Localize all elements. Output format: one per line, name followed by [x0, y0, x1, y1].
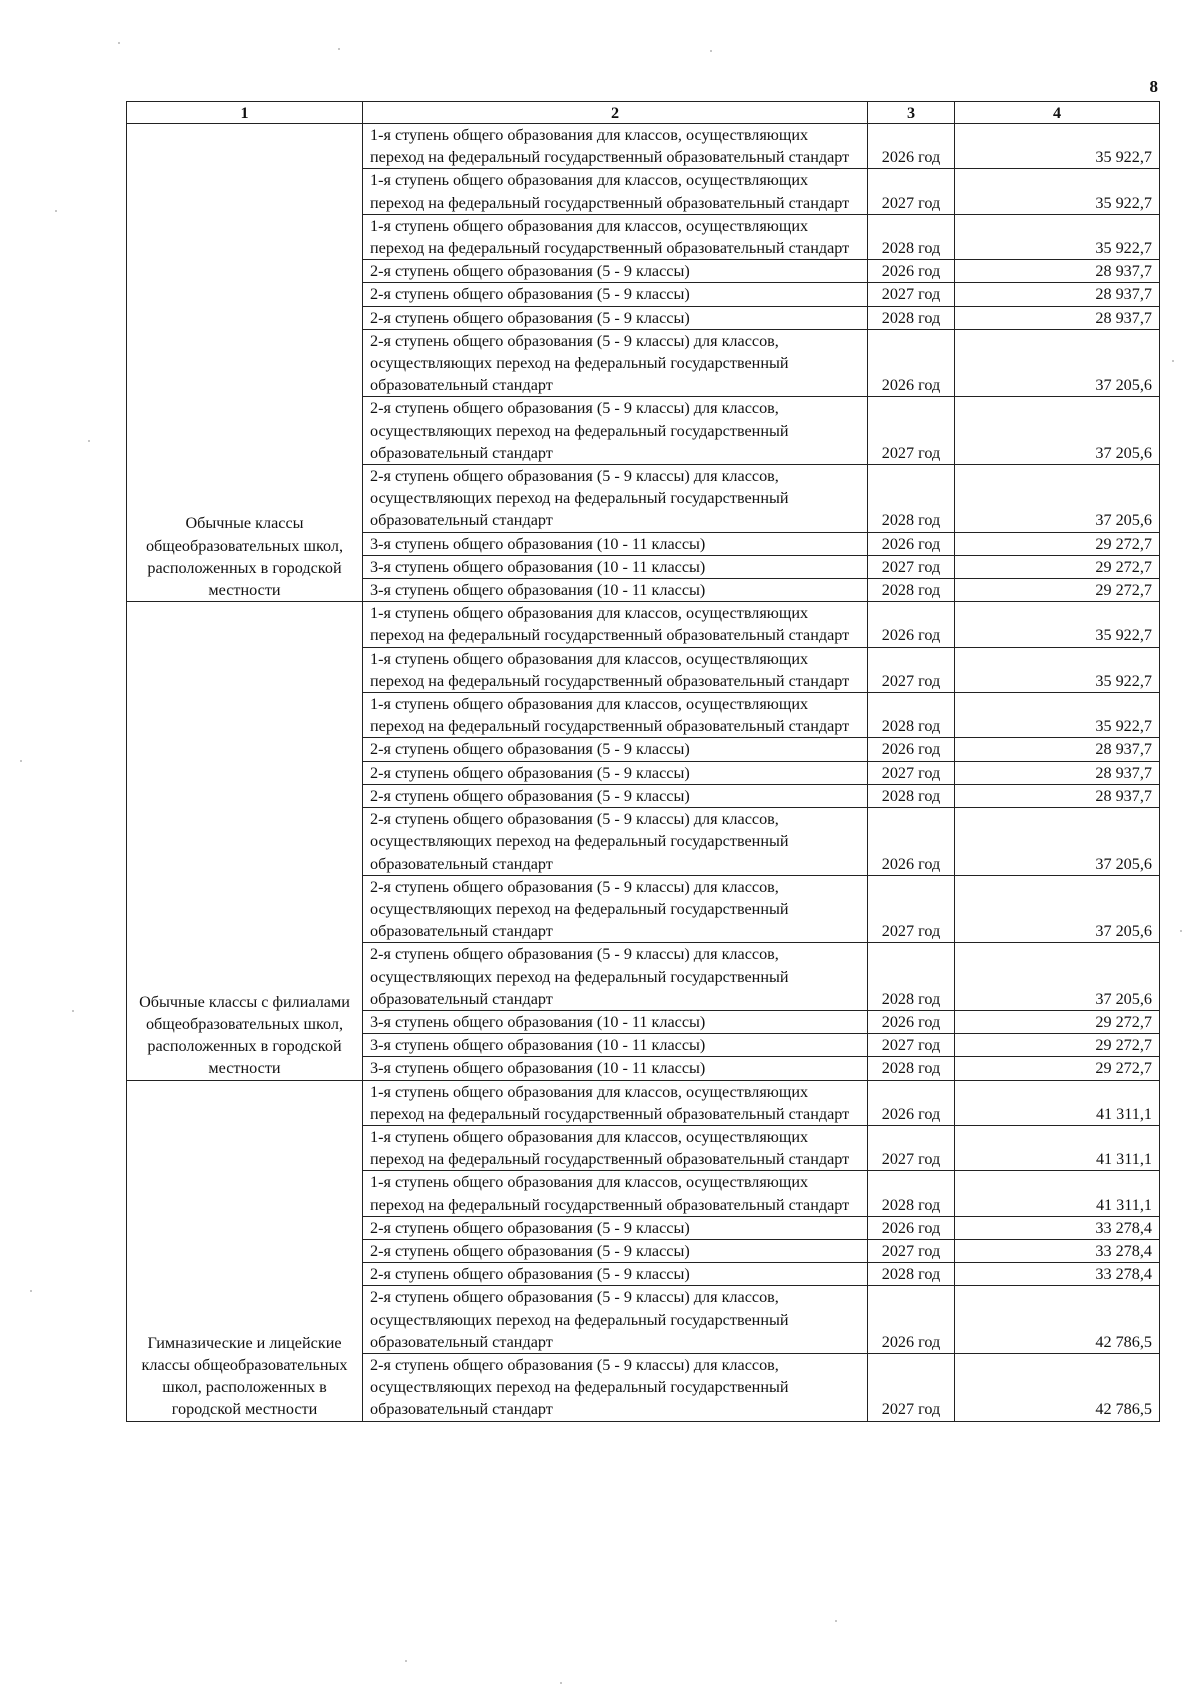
education-level-cell: 1-я ступень общего образования для классов, осуществляющих переход на федеральный государственный образовательный стандарт [363, 124, 868, 169]
education-level-cell: 2-я ступень общего образования (5 - 9 классы) [363, 1216, 868, 1239]
education-level-cell: 3-я ступень общего образования (10 - 11 классы) [363, 1034, 868, 1057]
year-cell: 2028 год [868, 943, 955, 1011]
education-level-cell: 2-я ступень общего образования (5 - 9 классы) [363, 306, 868, 329]
amount-cell: 42 786,5 [955, 1286, 1160, 1354]
scan-speck [710, 50, 712, 52]
year-cell: 2027 год [868, 555, 955, 578]
education-level-cell: 1-я ступень общего образования для классов, осуществляющих переход на федеральный государственный образовательный стандарт [363, 602, 868, 647]
year-cell: 2028 год [868, 214, 955, 259]
education-level-cell: 1-я ступень общего образования для классов, осуществляющих переход на федеральный государственный образовательный стандарт [363, 693, 868, 738]
education-level-cell: 1-я ступень общего образования для классов, осуществляющих переход на федеральный государственный образовательный стандарт [363, 1080, 868, 1125]
education-level-cell: 2-я ступень общего образования (5 - 9 классы) для классов, осуществляющих переход на федеральный государственный образовательный стандарт [363, 1353, 868, 1421]
education-level-cell: 2-я ступень общего образования (5 - 9 классы) для классов, осуществляющих переход на федеральный государственный образовательный стандарт [363, 1286, 868, 1354]
amount-cell: 41 311,1 [955, 1171, 1160, 1216]
education-level-cell: 1-я ступень общего образования для классов, осуществляющих переход на федеральный государственный образовательный стандарт [363, 1171, 868, 1216]
education-level-cell: 2-я ступень общего образования (5 - 9 классы) для классов, осуществляющих переход на федеральный государственный образовательный стандарт [363, 943, 868, 1011]
scan-speck [72, 1010, 74, 1012]
amount-cell: 41 311,1 [955, 1080, 1160, 1125]
education-level-cell: 2-я ступень общего образования (5 - 9 классы) [363, 1263, 868, 1286]
education-level-cell: 3-я ступень общего образования (10 - 11 классы) [363, 1010, 868, 1033]
education-level-cell: 2-я ступень общего образования (5 - 9 классы) для классов, осуществляющих переход на федеральный государственный образовательный стандарт [363, 329, 868, 397]
scan-speck [118, 42, 120, 44]
amount-cell: 35 922,7 [955, 124, 1160, 169]
table-row [127, 124, 1160, 169]
year-cell: 2027 год [868, 647, 955, 692]
year-cell: 2028 год [868, 784, 955, 807]
amount-cell: 33 278,4 [955, 1263, 1160, 1286]
year-cell: 2026 год [868, 738, 955, 761]
year-cell: 2027 год [868, 1034, 955, 1057]
year-cell: 2028 год [868, 465, 955, 533]
education-level-cell: 1-я ступень общего образования для классов, осуществляющих переход на федеральный государственный образовательный стандарт [363, 1125, 868, 1170]
year-cell: 2027 год [868, 283, 955, 306]
header-col-3: 3 [868, 102, 955, 124]
scan-speck [88, 440, 90, 442]
year-cell: 2026 год [868, 329, 955, 397]
amount-cell: 37 205,6 [955, 397, 1160, 465]
year-cell: 2028 год [868, 693, 955, 738]
year-cell: 2026 год [868, 808, 955, 876]
amount-cell: 35 922,7 [955, 693, 1160, 738]
amount-cell: 35 922,7 [955, 647, 1160, 692]
group-label: Обычные классы общеобразовательных школ, расположенных в городской местности [127, 124, 363, 602]
amount-cell: 28 937,7 [955, 761, 1160, 784]
education-level-cell: 3-я ступень общего образования (10 - 11 классы) [363, 579, 868, 602]
scan-speck [835, 1620, 837, 1622]
year-cell: 2026 год [868, 1010, 955, 1033]
header-col-1: 1 [127, 102, 363, 124]
year-cell: 2027 год [868, 1125, 955, 1170]
header-row [127, 102, 1160, 124]
education-level-cell: 3-я ступень общего образования (10 - 11 классы) [363, 532, 868, 555]
education-level-cell: 1-я ступень общего образования для классов, осуществляющих переход на федеральный государственный образовательный стандарт [363, 214, 868, 259]
education-level-cell: 1-я ступень общего образования для классов, осуществляющих переход на федеральный государственный образовательный стандарт [363, 169, 868, 214]
year-cell: 2026 год [868, 124, 955, 169]
table-row [127, 1080, 1160, 1125]
amount-cell: 28 937,7 [955, 306, 1160, 329]
amount-cell: 29 272,7 [955, 1034, 1160, 1057]
table-header [127, 102, 1160, 124]
norms-table [126, 101, 1160, 1422]
amount-cell: 42 786,5 [955, 1353, 1160, 1421]
amount-cell: 29 272,7 [955, 555, 1160, 578]
scan-speck [55, 210, 57, 212]
education-level-cell: 2-я ступень общего образования (5 - 9 классы) [363, 784, 868, 807]
education-level-cell: 2-я ступень общего образования (5 - 9 классы) для классов, осуществляющих переход на федеральный государственный образовательный стандарт [363, 397, 868, 465]
education-level-cell: 2-я ступень общего образования (5 - 9 классы) [363, 260, 868, 283]
amount-cell: 29 272,7 [955, 1057, 1160, 1080]
education-level-cell: 2-я ступень общего образования (5 - 9 классы) для классов, осуществляющих переход на федеральный государственный образовательный стандарт [363, 875, 868, 943]
amount-cell: 28 937,7 [955, 283, 1160, 306]
year-cell: 2026 год [868, 1216, 955, 1239]
header-col-2: 2 [363, 102, 868, 124]
amount-cell: 37 205,6 [955, 875, 1160, 943]
scan-speck [30, 1290, 32, 1292]
amount-cell: 35 922,7 [955, 169, 1160, 214]
year-cell: 2028 год [868, 1171, 955, 1216]
year-cell: 2026 год [868, 1080, 955, 1125]
scan-speck [405, 1660, 407, 1662]
amount-cell: 29 272,7 [955, 532, 1160, 555]
year-cell: 2027 год [868, 1353, 955, 1421]
page-number: 8 [1149, 77, 1158, 96]
amount-cell: 37 205,6 [955, 329, 1160, 397]
scan-speck [1172, 360, 1174, 362]
year-cell: 2028 год [868, 1263, 955, 1286]
education-level-cell: 2-я ступень общего образования (5 - 9 классы) [363, 738, 868, 761]
amount-cell: 28 937,7 [955, 738, 1160, 761]
group-label: Обычные классы с филиалами общеобразовательных школ, расположенных в городской местности [127, 602, 363, 1080]
education-level-cell: 2-я ступень общего образования (5 - 9 классы) [363, 283, 868, 306]
year-cell: 2027 год [868, 1239, 955, 1262]
amount-cell: 41 311,1 [955, 1125, 1160, 1170]
amount-cell: 33 278,4 [955, 1216, 1160, 1239]
year-cell: 2027 год [868, 397, 955, 465]
education-level-cell: 3-я ступень общего образования (10 - 11 классы) [363, 1057, 868, 1080]
year-cell: 2026 год [868, 602, 955, 647]
scan-speck [560, 1682, 562, 1684]
amount-cell: 37 205,6 [955, 465, 1160, 533]
table-row [127, 602, 1160, 647]
amount-cell: 28 937,7 [955, 784, 1160, 807]
year-cell: 2027 год [868, 761, 955, 784]
education-level-cell: 2-я ступень общего образования (5 - 9 классы) [363, 1239, 868, 1262]
year-cell: 2028 год [868, 579, 955, 602]
scan-speck [1180, 930, 1182, 932]
year-cell: 2028 год [868, 306, 955, 329]
table-body [127, 124, 1160, 1422]
year-cell: 2027 год [868, 875, 955, 943]
amount-cell: 35 922,7 [955, 602, 1160, 647]
education-level-cell: 3-я ступень общего образования (10 - 11 классы) [363, 555, 868, 578]
amount-cell: 28 937,7 [955, 260, 1160, 283]
amount-cell: 37 205,6 [955, 943, 1160, 1011]
year-cell: 2028 год [868, 1057, 955, 1080]
education-level-cell: 2-я ступень общего образования (5 - 9 классы) для классов, осуществляющих переход на федеральный государственный образовательный стандарт [363, 808, 868, 876]
education-level-cell: 1-я ступень общего образования для классов, осуществляющих переход на федеральный государственный образовательный стандарт [363, 647, 868, 692]
amount-cell: 35 922,7 [955, 214, 1160, 259]
year-cell: 2026 год [868, 260, 955, 283]
group-label: Гимназические и лицейские классы общеобразовательных школ, расположенных в городской местности [127, 1080, 363, 1421]
scan-speck [20, 760, 22, 762]
scan-speck [338, 48, 340, 50]
amount-cell: 33 278,4 [955, 1239, 1160, 1262]
education-level-cell: 2-я ступень общего образования (5 - 9 классы) для классов, осуществляющих переход на федеральный государственный образовательный стандарт [363, 465, 868, 533]
education-level-cell: 2-я ступень общего образования (5 - 9 классы) [363, 761, 868, 784]
year-cell: 2026 год [868, 1286, 955, 1354]
amount-cell: 29 272,7 [955, 1010, 1160, 1033]
header-col-4: 4 [955, 102, 1160, 124]
year-cell: 2026 год [868, 532, 955, 555]
amount-cell: 29 272,7 [955, 579, 1160, 602]
year-cell: 2027 год [868, 169, 955, 214]
amount-cell: 37 205,6 [955, 808, 1160, 876]
